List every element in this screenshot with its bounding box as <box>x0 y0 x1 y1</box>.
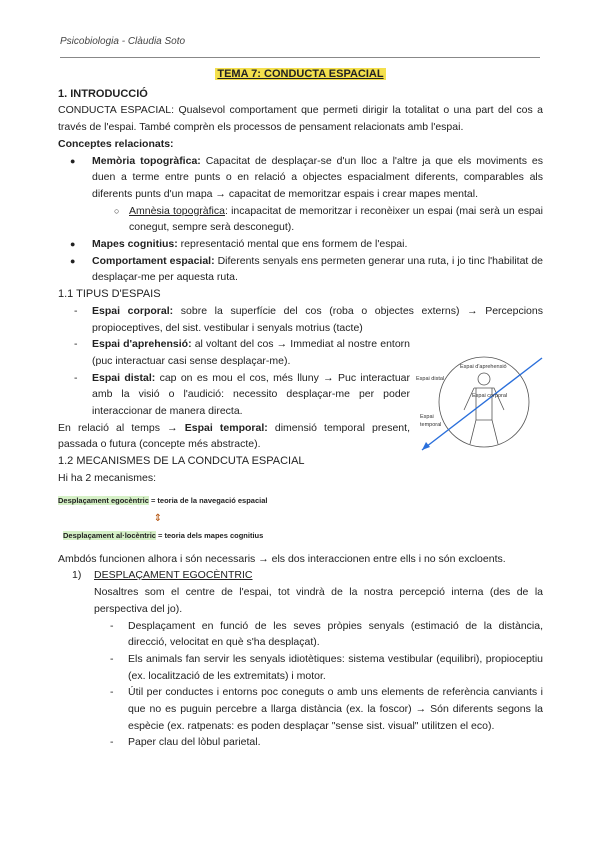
list-item: - Els animals fan servir les senyals idiotètiques: sistema vestibular (equilibri), propioceptiu (ex. localització de les extremitats) i motor. <box>128 651 543 684</box>
egocentric-points <box>94 618 543 752</box>
list-item: ● Memòria topogràfica: Capacitat de desplaçar-se d'un lloc a l'altre ja que els moviments es duen a terme entre punts o en relació a objectes espacialment diferents, comparables als diferents punts d'un mapa → capacitat de memoritzar espais i crear mapes mental. ○ Amnèsia topogràfica: incapacitat de memoritzar i reconèixer un espai (mai serà un espai conegut, sempre serà desconegut). <box>92 153 543 237</box>
mechanism-allocentric: Desplaçament al·locèntric = teoria dels mapes cognitius <box>63 530 264 540</box>
list-item: ● Comportament espacial: Diferents senyals ens permeten generar una ruta, i jo tinc l'habilitat de desplaçar-me per aquesta ruta. <box>92 253 543 286</box>
label-aprehension: Espai d'aprehensió <box>460 364 507 370</box>
temporal-paragraph: En relació al temps → Espai temporal: dimensió temporal present, passada o futura (concepte més abstracte). <box>58 421 410 451</box>
label-distal: Espai distal <box>416 376 445 382</box>
egocentric-description: Nosaltres som el centre de l'espai, tot vindrà de la nostra percepció interna (des de la perspectiva del jo). <box>94 586 543 615</box>
mechanisms-intro: Hi ha 2 mecanismes: <box>58 471 157 484</box>
numbered-list <box>58 567 543 751</box>
concepts-list <box>58 153 543 287</box>
both-paragraph: Ambdós funcionen alhora i són necessaris → els dos interaccionen entre ells i no són excloents. <box>58 552 506 565</box>
section-heading-mechanisms: 1.2 MECANISMES DE LA CONDCUTA ESPACIAL <box>58 455 305 468</box>
list-item: - Espai d'aprehensió: al voltant del cos → Immediat al nostre entorn (puc interactuar casi sense desplaçar-me). <box>92 336 410 369</box>
list-item: - Paper clau del lòbul parietal. <box>128 734 543 751</box>
mechanism-egocentric: Desplaçament egocèntric = teoria de la navegació espacial <box>58 495 268 505</box>
list-item: 1) DESPLAÇAMENT EGOCÈNTRIC Nosaltres som el centre de l'espai, tot vindrà de la nostra percepció interna (des de la perspectiva del jo). - Desplaçament en funció de les seves pròpies senyals (estimació de la distància, direcció, velocitat en què s'ha desplaçat). - Els animals fan servir les senyals idiotètiques: sistema vestibular (equilibri), propioceptiu (ex. localització de les extremitats) i motor. - Útil per conductes i entorns poc coneguts o amb uns elements de referència canviants i que no es puguin percebre a llarga distància (ex. la foscor) → Són diferents segons la espècie (ex. ratpenats: es poden desplaçar "sense sist. visual" utilitzen el eco). - Paper clau del lòbul parietal. <box>94 567 543 751</box>
list-item: - Espai distal: cap on es mou el cos, més lluny → Puc interactuar amb la visió o l'audició: necessito desplaçar-me per poder interaccionar de manera directa. <box>92 370 410 420</box>
list-item: ○ Amnèsia topogràfica: incapacitat de memoritzar i reconèixer un espai (mai serà un espai conegut, sempre serà desconegut). <box>129 203 543 236</box>
section-heading-types: 1.1 TIPUS D'ESPAIS <box>58 288 161 301</box>
distal-arrow <box>422 358 542 450</box>
list-item: - Desplaçament en funció de les seves pròpies senyals (estimació de la distància, direcció, velocitat en què s'ha desplaçat). <box>128 618 543 651</box>
list-item: ● Mapes cognitius: representació mental que ens formem de l'espai. <box>92 236 543 253</box>
list-item: - Útil per conductes i entorns poc coneguts o amb uns elements de referència canviants i que no es puguin percebre a llarga distància (ex. la foscor) → Són diferents segons la espècie (ex. ratpenats: es poden desplaçar "sense sist. visual" utilitzen el eco). <box>128 684 543 734</box>
arrow-head-icon <box>422 442 430 450</box>
bidirectional-arrow-icon: ⇕ <box>153 513 163 525</box>
header-divider <box>60 57 540 58</box>
label-espai: Espai <box>420 414 434 420</box>
concepts-heading: Conceptes relacionats: <box>58 137 174 150</box>
page-header: Psicobiologia - Clàudia Soto <box>60 36 186 47</box>
label-temporal: temporal <box>420 422 442 428</box>
definition-paragraph: CONDUCTA ESPACIAL: Qualsevol comportament que permeti dirigir la totalitat o una part del cos a través de l'espai. També comprèn els processos de pensament relacionats amb l'espai. <box>58 104 543 134</box>
list-item: - Espai corporal: sobre la superfície del cos (roba o objectes externs) → Percepcions propioceptives, del sist. vestibular i senyals motrius (tacte) <box>92 303 543 336</box>
sub-list <box>92 203 543 236</box>
section-heading-intro: 1. INTRODUCCIÓ <box>58 87 148 100</box>
label-corporal: Espai corporal <box>472 393 508 399</box>
head-shape <box>478 373 490 385</box>
page-title: TEMA 7: CONDUCTA ESPACIAL <box>217 68 384 80</box>
spaces-diagram <box>412 352 547 457</box>
